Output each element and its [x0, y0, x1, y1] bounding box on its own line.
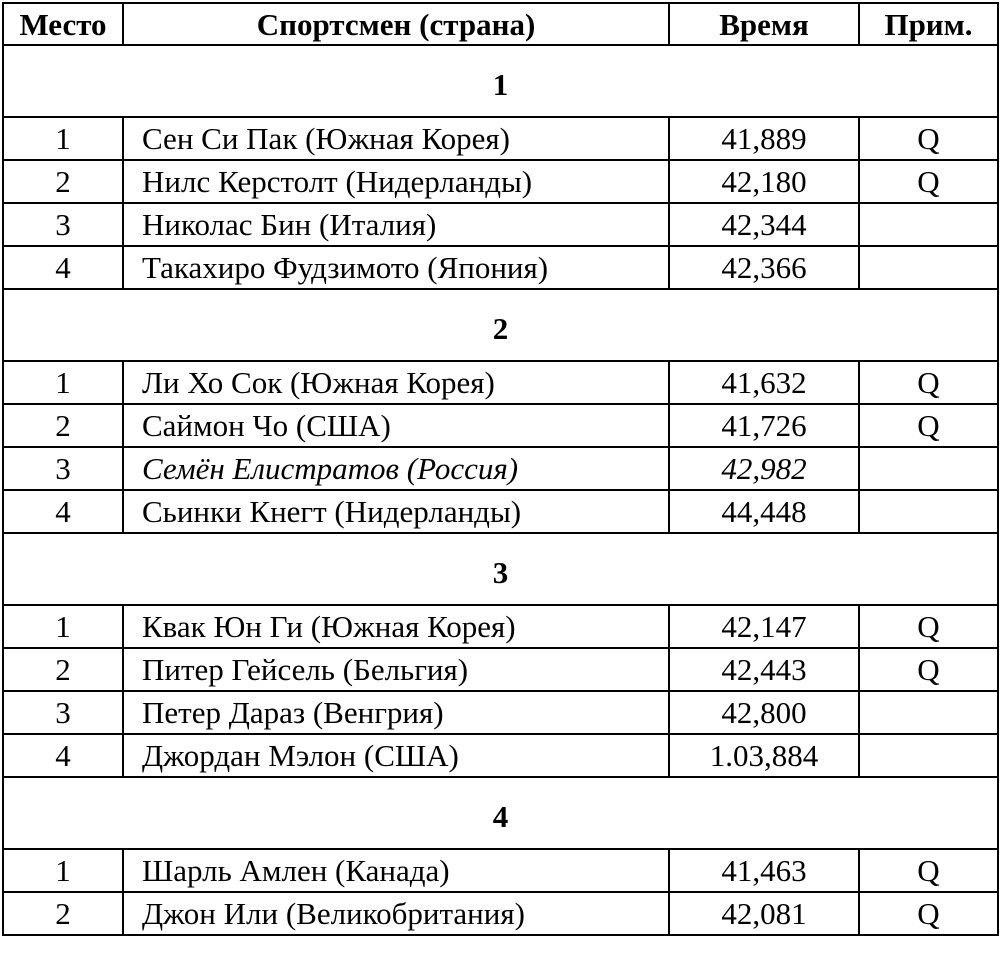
table-row [3, 361, 998, 404]
header-note: Прим. [859, 3, 998, 45]
cell-time: 42,147 [669, 605, 859, 648]
cell-place: 1 [3, 849, 123, 892]
cell-note: Q [859, 117, 998, 160]
cell-time: 41,463 [669, 849, 859, 892]
cell-place: 3 [3, 691, 123, 734]
heat-number: 3 [3, 533, 998, 605]
cell-note: Q [859, 849, 998, 892]
cell-time: 41,726 [669, 404, 859, 447]
cell-athlete: Нилс Керстолт (Нидерланды) [123, 160, 669, 203]
table-row [3, 117, 998, 160]
cell-note [859, 246, 998, 289]
heat-header-row [3, 289, 998, 361]
header-time: Время [669, 3, 859, 45]
table-row [3, 849, 998, 892]
table-row [3, 246, 998, 289]
cell-place: 4 [3, 490, 123, 533]
cell-time: 42,443 [669, 648, 859, 691]
cell-time: 42,081 [669, 892, 859, 935]
cell-place: 1 [3, 605, 123, 648]
cell-athlete: Сен Си Пак (Южная Корея) [123, 117, 669, 160]
heat-number: 2 [3, 289, 998, 361]
cell-athlete: Питер Гейсель (Бельгия) [123, 648, 669, 691]
cell-time: 42,366 [669, 246, 859, 289]
cell-time: 42,800 [669, 691, 859, 734]
table-row [3, 160, 998, 203]
heat-number: 1 [3, 45, 998, 117]
cell-note [859, 447, 998, 490]
cell-athlete: Такахиро Фудзимото (Япония) [123, 246, 669, 289]
table-row [3, 648, 998, 691]
cell-note [859, 734, 998, 777]
cell-time: 1.03,884 [669, 734, 859, 777]
cell-place: 3 [3, 203, 123, 246]
cell-athlete: Петер Дараз (Венгрия) [123, 691, 669, 734]
cell-athlete: Николас Бин (Италия) [123, 203, 669, 246]
table-row [3, 892, 998, 935]
cell-note: Q [859, 160, 998, 203]
cell-time: 42,982 [669, 447, 859, 490]
cell-athlete: Джон Или (Великобритания) [123, 892, 669, 935]
cell-place: 2 [3, 404, 123, 447]
cell-note: Q [859, 648, 998, 691]
heat-number: 4 [3, 777, 998, 849]
cell-place: 3 [3, 447, 123, 490]
heat-header-row [3, 533, 998, 605]
cell-note [859, 691, 998, 734]
header-place: Место [3, 3, 123, 45]
cell-place: 2 [3, 892, 123, 935]
cell-place: 4 [3, 734, 123, 777]
table-row [3, 404, 998, 447]
header-row [3, 3, 998, 45]
table-row [3, 605, 998, 648]
cell-athlete: Сьинки Кнегт (Нидерланды) [123, 490, 669, 533]
heat-header-row [3, 777, 998, 849]
table-row [3, 490, 998, 533]
table-row [3, 691, 998, 734]
cell-note [859, 203, 998, 246]
table-row [3, 734, 998, 777]
cell-note: Q [859, 892, 998, 935]
cell-note: Q [859, 361, 998, 404]
cell-place: 2 [3, 160, 123, 203]
cell-athlete: Квак Юн Ги (Южная Корея) [123, 605, 669, 648]
cell-place: 2 [3, 648, 123, 691]
cell-athlete: Джордан Мэлон (США) [123, 734, 669, 777]
table-row [3, 447, 998, 490]
cell-athlete: Семён Елистратов (Россия) [123, 447, 669, 490]
cell-place: 1 [3, 361, 123, 404]
header-athlete: Спортсмен (страна) [123, 3, 669, 45]
cell-athlete: Ли Хо Сок (Южная Корея) [123, 361, 669, 404]
cell-time: 41,889 [669, 117, 859, 160]
cell-time: 42,344 [669, 203, 859, 246]
cell-time: 44,448 [669, 490, 859, 533]
table-row [3, 203, 998, 246]
cell-note [859, 490, 998, 533]
cell-place: 1 [3, 117, 123, 160]
cell-athlete: Шарль Амлен (Канада) [123, 849, 669, 892]
cell-note: Q [859, 404, 998, 447]
results-body [3, 45, 998, 935]
cell-time: 42,180 [669, 160, 859, 203]
results-table [2, 2, 999, 936]
cell-note: Q [859, 605, 998, 648]
cell-place: 4 [3, 246, 123, 289]
cell-time: 41,632 [669, 361, 859, 404]
cell-athlete: Саймон Чо (США) [123, 404, 669, 447]
heat-header-row [3, 45, 998, 117]
